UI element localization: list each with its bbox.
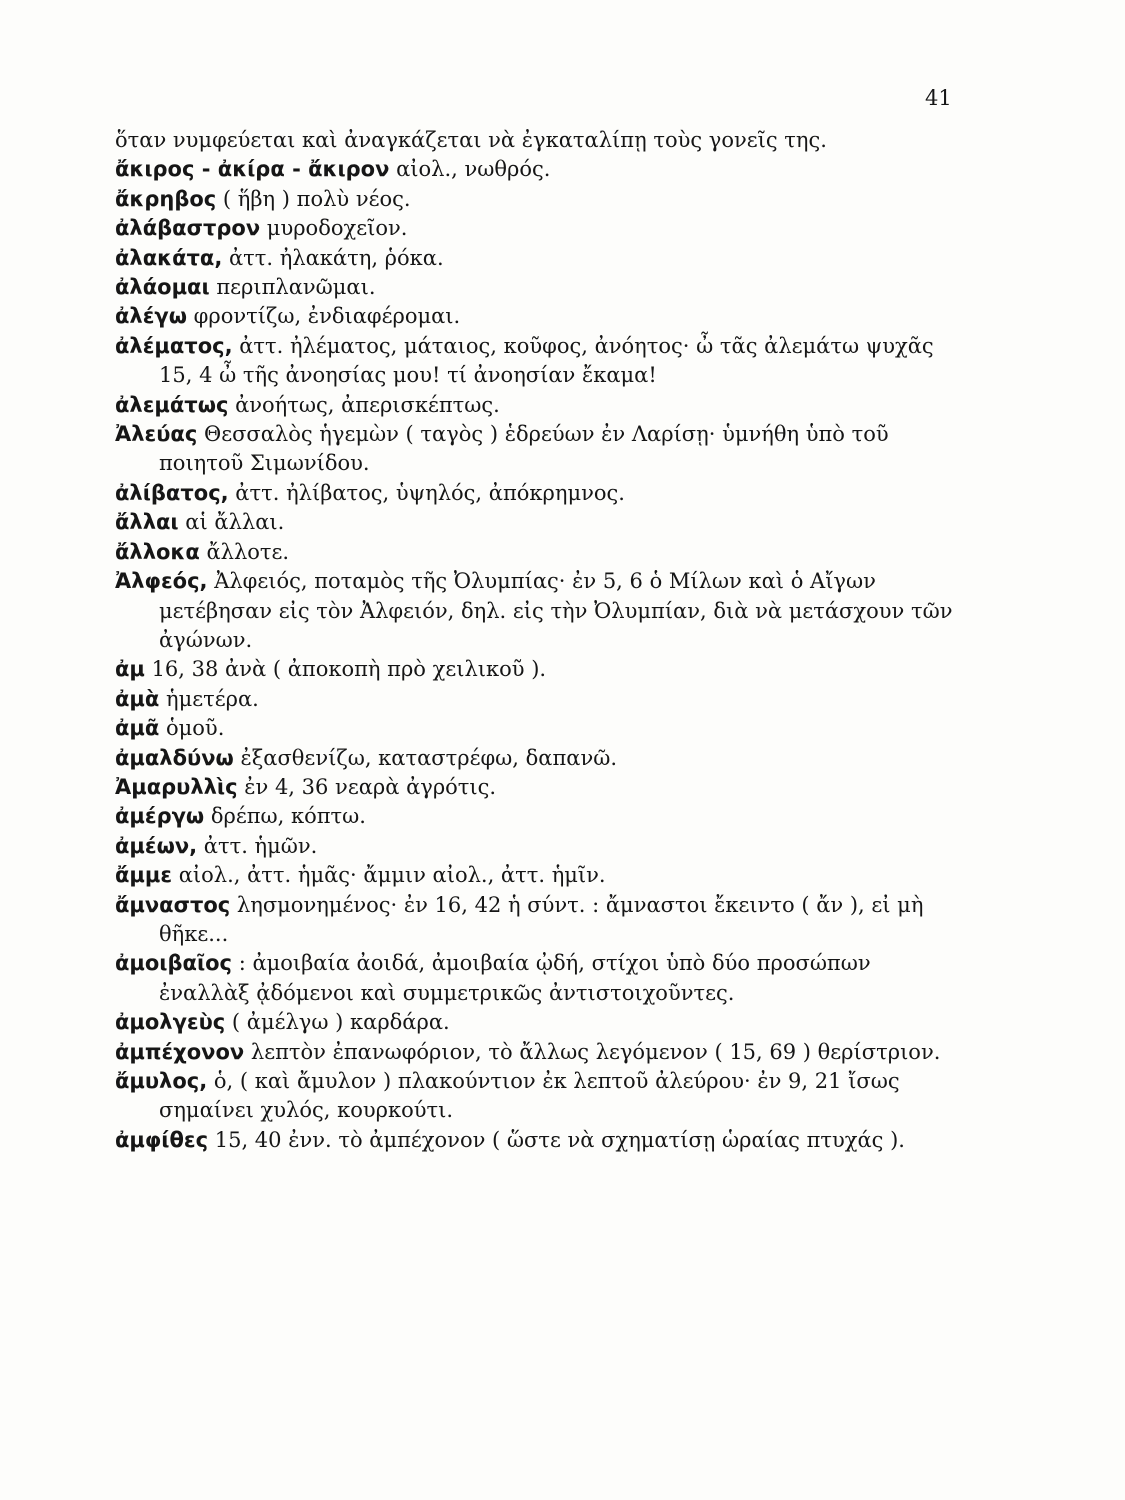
definition: 15, 40 ἐνν. τὸ ἀμπέχονον ( ὥστε νὰ σχηματίσῃ ὡραίας πτυχάς ). <box>208 1127 905 1152</box>
definition: Ἀλφειός, ποταμὸς τῆς Ὀλυμπίας· ἐν 5, 6 ὁ Μίλων καὶ ὁ Αἴγων μετέβησαν εἰς τὸν Ἀλφειόν, δηλ. εἰς τὴν Ὀλυμπίαν, διὰ νὰ μετάσχουν τῶν ἀγώνων. <box>159 569 953 652</box>
headword: Ἀλφεός, <box>115 569 208 594</box>
headword: ἄκιρος - ἀκίρα - ἄκιρον <box>115 157 390 182</box>
glossary-entry <box>115 891 955 950</box>
headword: ἀλέματος, <box>115 333 233 358</box>
glossary-entry <box>115 1008 955 1037</box>
definition: λησμονημένος· ἐν 16, 42 ἡ σύντ. : ἄμναστοι ἔκειντο ( ἄν ), εἰ μὴ θῆκε... <box>159 892 924 946</box>
glossary-entry <box>115 861 955 890</box>
headword: ἀλεμάτως <box>115 392 229 417</box>
glossary-entry <box>115 420 955 479</box>
definition: λεπτὸν ἐπανωφόριον, τὸ ἄλλως λεγόμενον ( 15, 69 ) θερίστριον. <box>244 1039 941 1064</box>
glossary <box>115 126 955 1155</box>
definition: ὁμοῦ. <box>159 716 225 741</box>
headword: ἄκρηβος <box>115 186 217 211</box>
glossary-entry <box>115 185 955 214</box>
definition: ( ἀμέλγω ) καρδάρα. <box>225 1010 450 1035</box>
glossary-entry <box>115 155 955 184</box>
definition: ἀττ. ἡμῶν. <box>197 833 318 858</box>
glossary-entry <box>115 302 955 331</box>
headword: ἀλέγω <box>115 304 187 329</box>
glossary-entry <box>115 214 955 243</box>
definition: ἀττ. ἠλίβατος, ὑψηλός, ἀπόκρημνος. <box>228 480 625 505</box>
glossary-entry <box>115 1038 955 1067</box>
headword: ἀλάομαι <box>115 275 210 300</box>
glossary-entry <box>115 332 955 391</box>
page-number: 41 <box>925 86 952 110</box>
definition: περιπλανῶμαι. <box>209 275 376 300</box>
definition: ἀνοήτως, ἀπερισκέπτως. <box>228 392 500 417</box>
glossary-entry <box>115 244 955 273</box>
headword: ἀμ <box>115 657 145 682</box>
glossary-entry <box>115 949 955 1008</box>
glossary-entry <box>115 773 955 802</box>
definition: ἐξασθενίζω, καταστρέφω, δαπανῶ. <box>233 745 618 770</box>
headword: ἀμοιβαῖος <box>115 951 233 976</box>
glossary-entry <box>115 802 955 831</box>
headword: ἀμφίθες <box>115 1127 209 1152</box>
headword: ἀλακάτα, <box>115 245 223 270</box>
headword: Ἀλεύας <box>115 422 198 447</box>
definition: ἀττ. ἠλακάτη, ῥόκα. <box>222 245 444 270</box>
glossary-entry <box>115 391 955 420</box>
headword: ἄμμε <box>115 863 173 888</box>
definition: ἀττ. ἠλέματος, μάταιος, κοῦφος, ἀνόητος· ὦ τᾶς ἀλεμάτω ψυχᾶς 15, 4 ὦ τῆς ἀνοησίας μου! τί ἀνοησίαν ἔκαμα! <box>159 333 934 388</box>
glossary-entry <box>115 1067 955 1126</box>
definition: ( ἥβη ) πολὺ νέος. <box>216 186 411 211</box>
headword: ἄμυλος, <box>115 1069 208 1093</box>
glossary-entry <box>115 655 955 684</box>
headword: ἄλλαι <box>115 510 179 535</box>
glossary-entry <box>115 1126 955 1155</box>
headword: ἀμπέχονον <box>115 1039 245 1064</box>
glossary-entry <box>115 685 955 714</box>
glossary-entry <box>115 273 955 302</box>
definition: μυροδοχεῖον. <box>260 216 408 241</box>
definition: αἰολ., νωθρός. <box>389 157 551 182</box>
glossary-entry <box>115 832 955 861</box>
headword: ἀμὰ <box>115 686 160 711</box>
headword: ἀμέων, <box>115 833 198 858</box>
definition: ἄλλοτε. <box>199 539 290 564</box>
headword: ἀμᾶ <box>115 716 160 741</box>
definition: 16, 38 ἀνὰ ( ἀποκοπὴ πρὸ χειλικοῦ ). <box>144 657 547 682</box>
definition: : ἀμοιβαία ἀοιδά, ἀμοιβαία ᾠδή, στίχοι ὑπὸ δύο προσώπων ἐναλλὰξ ᾀδόμενοι καὶ συμμετρικῶς ἀντιστοιχοῦντες. <box>159 951 871 1005</box>
glossary-entry <box>115 567 955 655</box>
definition: αἱ ἄλλαι. <box>178 510 285 535</box>
definition: ὁ, ( καὶ ἄμυλον ) πλακούντιον ἐκ λεπτοῦ ἀλεύρου· ἐν 9, 21 ἴσως σημαίνει χυλός, κουρκούτι. <box>159 1069 900 1123</box>
headword: ἀμαλδύνω <box>115 745 234 770</box>
headword: ἀμολγεὺς <box>115 1010 226 1035</box>
headword: Ἀμαρυλλὶς <box>115 774 238 799</box>
glossary-entry <box>115 538 955 567</box>
headword: ἀλάβαστρον <box>115 216 261 241</box>
definition: δρέπω, κόπτω. <box>204 804 366 829</box>
glossary-entry <box>115 714 955 743</box>
definition: ἡμετέρα. <box>159 686 259 711</box>
continuation-line: ὅταν νυμφεύεται καὶ ἀναγκάζεται νὰ ἐγκαταλίπῃ τοὺς γονεῖς της. <box>115 128 827 152</box>
definition: Θεσσαλὸς ἡγεμὼν ( ταγὸς ) ἑδρεύων ἐν Λαρίσῃ· ὑμνήθη ὑπὸ τοῦ ποιητοῦ Σιμωνίδου. <box>159 422 889 476</box>
headword: ἀλίβατος, <box>115 480 229 505</box>
headword: ἄμναστος <box>115 892 231 917</box>
headword: ἀμέργω <box>115 804 205 829</box>
definition: αἰολ., ἀττ. ἡμᾶς· ἄμμιν αἰολ., ἀττ. ἡμῖν. <box>172 863 606 888</box>
definition: ἐν 4, 36 νεαρὰ ἀγρότις. <box>237 774 497 799</box>
glossary-entry <box>115 508 955 537</box>
glossary-entry <box>115 744 955 773</box>
headword: ἄλλοκα <box>115 539 200 564</box>
definition: φροντίζω, ἐνδιαφέρομαι. <box>186 304 461 329</box>
glossary-entry <box>115 479 955 508</box>
